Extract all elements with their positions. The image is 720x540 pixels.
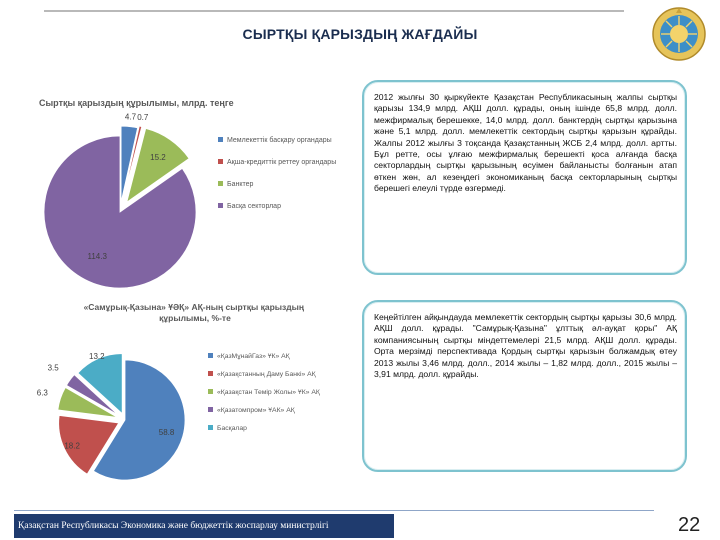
chart2-title (84, 302, 307, 323)
samruk-kazyna-debt-structure-chart (30, 300, 360, 500)
legend-swatch-3 (218, 181, 223, 186)
pie-data-label-4: 3.5 (47, 363, 59, 373)
legend-swatch-1 (218, 137, 223, 142)
top-divider (44, 10, 624, 12)
footer-ministry-label: Қазақстан Республикасы Экономика және бюджеттік жоспарлау министрлігі (14, 514, 394, 538)
pie-data-label-1: 4.7 (124, 112, 137, 122)
legend-label-5: Басқалар (217, 425, 247, 432)
legend-label-2: Ақша-кредиттік реттеу органдары (227, 159, 337, 166)
legend-swatch-5 (208, 425, 213, 430)
external-debt-paragraph: 2012 жылғы 30 қыркүйекте Қазақстан Республикасының жалпы сыртқы қарызы 134,9 млрд. АҚШ долл. құрады, оның ішінде 65,8 млрд. долл. межфирмалық берешекке, 14,0 млрд. долл. банктердің сыртқы қарызына және 5,1 млрд. долл. мемлекеттік сектордың сыртқы қарызын құрайды. Жалпы 2012 жылғы 3 тоқсанда Қазақстанның ЖСБ 2,4 млрд. долл. артты. Бұл ретте, осы ұлғаю межфирмалық берешекті қоса алғанда басқа секторлардың сыртқы қарызының өсуімен байланысты болғанын атап өткен жөн, ал кезеңдегі экономиканың басқа секторларының сыртқы берешегі елеулі түрде өзгермеді. (374, 92, 677, 194)
legend-label-1: «ҚазМұнайГаз» ҰК» АҚ (217, 353, 290, 360)
pie-data-label-4: 114.3 (87, 251, 107, 261)
legend-label-4: Басқа секторлар (227, 203, 281, 210)
pie-data-label-5: 13.2 (89, 351, 105, 361)
legend-label-3: «Қазақстан Темір Жолы» ҰК» АҚ (217, 389, 320, 396)
pie-data-label-2: 0.7 (137, 112, 149, 122)
pie-data-label-2: 18.2 (64, 441, 80, 451)
legend-label-4: «Қазатомпром» ҰАК» АҚ (217, 407, 295, 414)
chart2-title-line-1: «Самұрық-Қазына» ҰӘҚ» АҚ-ның сыртқы қарыздың (83, 302, 305, 312)
slide-title: СЫРТҚЫ ҚАРЫЗДЫҢ ЖАҒДАЙЫ (242, 26, 478, 42)
legend-swatch-2 (218, 159, 223, 164)
chart1-title: Сыртқы қарыздың құрылымы, млрд. теңге (39, 98, 234, 108)
external-debt-structure-chart (35, 92, 365, 292)
public-sector-debt-text-panel (362, 300, 687, 472)
legend-swatch-2 (208, 371, 213, 376)
pie-data-label-1: 58.8 (158, 427, 175, 437)
legend-swatch-4 (218, 203, 223, 208)
legend-swatch-4 (208, 407, 213, 412)
legend-swatch-1 (208, 353, 213, 358)
state-emblem-icon (650, 6, 708, 62)
legend-label-1: Мемлекеттік басқару органдары (227, 137, 332, 144)
page-number: 22 (678, 514, 701, 536)
legend-label-2: «Қазақстанның Даму Банкі» АҚ (217, 371, 316, 378)
legend-label-3: Банктер (227, 181, 254, 188)
public-sector-debt-paragraph: Кеңейтілген айқындауда мемлекеттік сектордың сыртқы қарызы 30,6 млрд. АҚШ долл. құрады. "Самұрық-Қазына" ұлттық әл-ауқат қоры" АҚ компаниясының сыртқы міндеттемелері 21,5 млрд. АҚШ долл. құрады. Орта мерзімді перспективада Қордың сыртқы қарызын болжамдық өтеу 2013 жылы 3,46 млрд. долл., 2014 жылы – 1,82 млрд. долл., 2015 жылы – 3,91 млрд. долл. құрайды. (374, 312, 677, 380)
chart2-title-line-2: құрылымы, %-те (159, 313, 231, 323)
pie-data-label-3: 6.3 (36, 388, 48, 398)
legend-swatch-3 (208, 389, 213, 394)
external-debt-text-panel (362, 80, 687, 275)
footer-divider (14, 510, 654, 511)
pie-data-label-3: 15.2 (150, 153, 166, 163)
